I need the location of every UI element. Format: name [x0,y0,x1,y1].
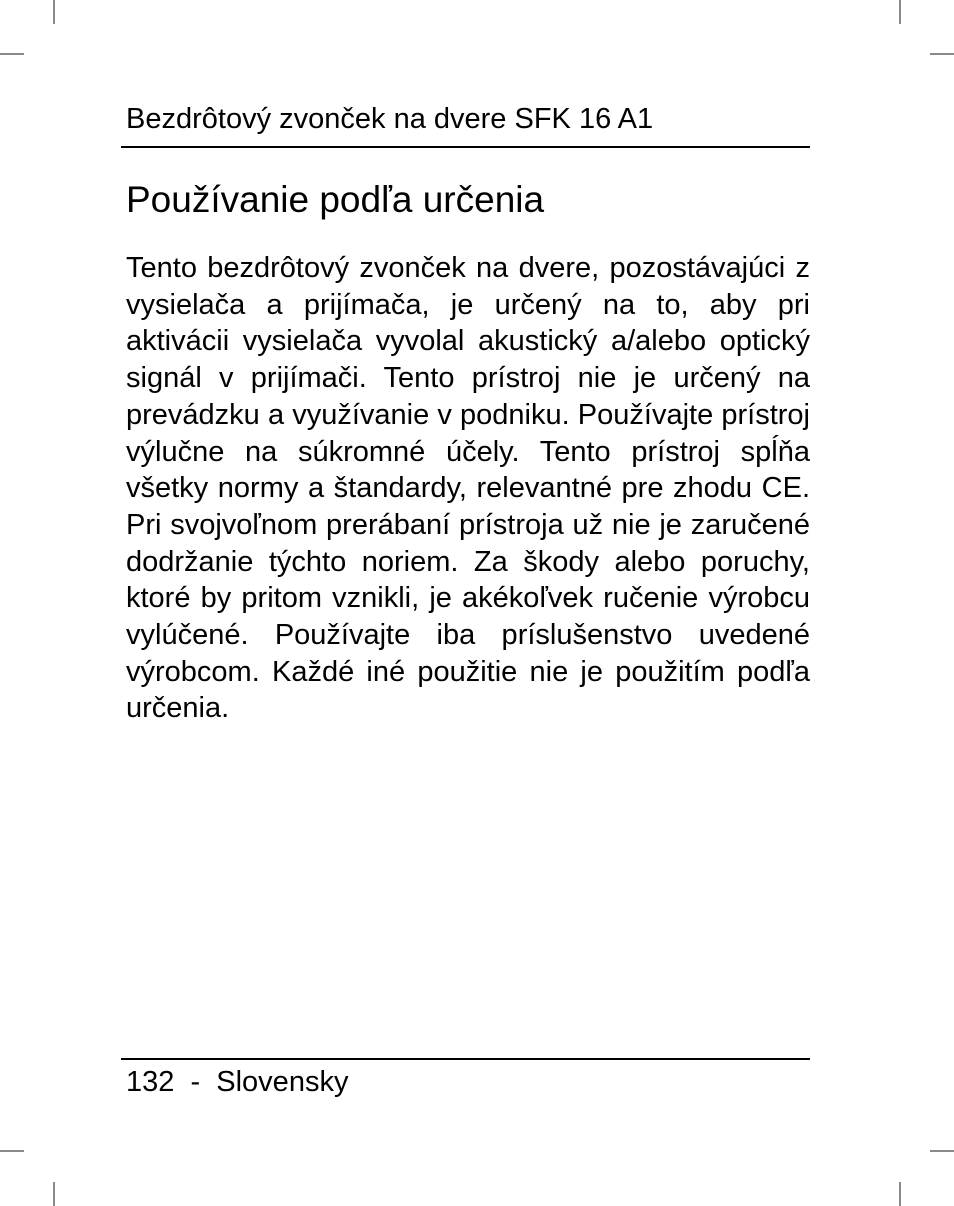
section-title: Používanie podľa určenia [126,179,545,220]
running-header: Bezdrôtový zvonček na dvere SFK 16 A1 [126,103,654,135]
footer-rule [121,1058,810,1060]
crop-mark-bottom-right [899,1182,901,1206]
crop-mark-right-bottom [930,1150,954,1152]
header-rule [121,146,810,148]
crop-mark-right-top [930,53,954,55]
body-paragraph: Tento bezdrôtový zvonček na dvere, pozostávajúci z vysielača a prijímača, je určený na to, aby pri aktivácii vysielača vyvolal akustický a/alebo optický signál v prijímači. Tento prístroj nie je určený na prevádzku a využívanie v podniku. Používajte prístroj výlučne na súkromné účely. Tento prístroj spĺňa všetky normy a štandardy, relevantné pre zhodu CE. Pri svojvoľnom prerábaní prístroja už nie je zaručené dodržanie týchto noriem. Za škody alebo poruchy, ktoré by pritom vznikli, je akékoľvek ručenie výrobcu vylúčené. Používajte iba príslušenstvo uvedené výrobcom. Každé iné použitie nie je použitím podľa určenia. [126,252,810,725]
crop-mark-bottom-left [53,1182,55,1206]
crop-mark-left-top [0,53,24,55]
crop-mark-top-right [899,0,901,24]
crop-mark-left-bottom [0,1150,24,1152]
crop-mark-top-left [53,0,55,24]
page-footer: 132 - Slovensky [126,1066,349,1098]
